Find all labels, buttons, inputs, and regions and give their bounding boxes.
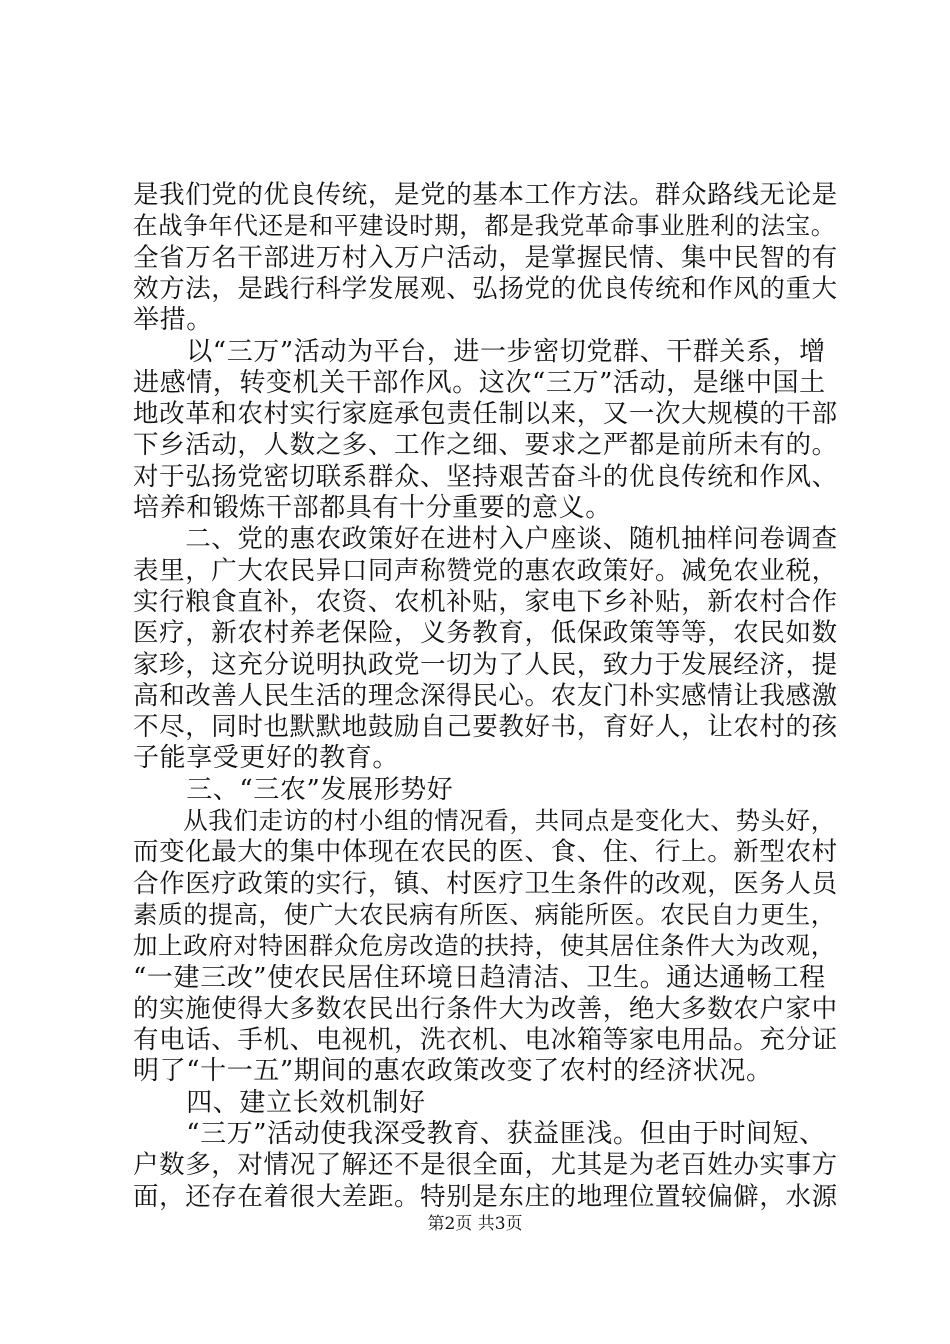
text-line: 合作医疗政策的实行，镇、村医疗卫生条件的改观，医务人员: [133, 868, 838, 899]
text-line: 对于弘扬党密切联系群众、坚持艰苦奋斗的优良传统和作风、: [133, 461, 838, 492]
text-line: 是我们党的优良传统，是党的基本工作方法。群众路线无论是: [133, 180, 838, 210]
text-line: 有电话、手机、电视机，洗衣机、电冰箱等家电用品。充分证: [133, 1025, 838, 1056]
text-line: 明了“十一五”期间的惠农政策改变了农村的经济状况。: [133, 1056, 773, 1087]
text-line: 下乡活动，人数之多、工作之细、要求之严都是前所未有的。: [133, 430, 838, 461]
text-line: 从我们走访的村小组的情况看，共同点是变化大、势头好，: [133, 806, 836, 835]
text-line: 以“三万”活动为平台，进一步密切党群、干群关系，增: [133, 336, 826, 367]
text-line: 高和改善人民生活的理念深得民心。农友门朴实感情让我感激: [133, 680, 838, 711]
text-line: 户数多，对情况了解还不是很全面，尤其是为老百姓办实事方: [133, 1150, 838, 1181]
text-line: 素质的提高，使广大农民病有所医、病能所医。农民自力更生，: [133, 899, 836, 929]
text-line: 全省万名干部进万村入万户活动，是掌握民情、集中民智的有: [133, 242, 838, 273]
text-line: 培养和锻炼干部都具有十分重要的意义。: [133, 493, 612, 523]
text-line: 表里，广大农民异口同声称赞党的惠农政策好。减免农业税，: [133, 555, 838, 586]
text-line: 医疗，新农村养老保险，义务教育，低保政策等等，农民如数: [133, 618, 838, 649]
text-line: 子能享受更好的教育。: [133, 743, 400, 774]
text-line: 地改革和农村实行家庭承包责任制以来，又一次大规模的干部: [133, 399, 838, 430]
text-line: 三、“三农”发展形势好: [133, 774, 454, 805]
text-line: 效方法，是践行科学发展观、弘扬党的优良传统和作风的重大: [133, 273, 838, 304]
text-line: 家珍，这充分说明执政党一切为了人民，致力于发展经济，提: [133, 649, 838, 680]
text-line: 四、建立长效机制好: [133, 1087, 426, 1118]
text-line: “三万”活动使我深受教育、获益匪浅。但由于时间短、: [133, 1119, 826, 1149]
text-line: 在战争年代还是和平建设时期，都是我党革命事业胜利的法宝。: [133, 211, 836, 241]
text-line: 实行粮食直补，农资、农机补贴，家电下乡补贴，新农村合作: [133, 586, 838, 617]
text-line: 加上政府对特困群众危房改造的扶持，使其居住条件大为改观，: [133, 931, 836, 961]
text-line: 而变化最大的集中体现在农民的医、食、住、行上。新型农村: [133, 837, 838, 868]
text-line: 进感情，转变机关干部作风。这次“三万”活动，是继中国土: [133, 367, 826, 398]
text-line: 举措。: [133, 305, 213, 336]
text-line: 二、党的惠农政策好在进村入户座谈、随机抽样问卷调查: [133, 524, 838, 555]
page-footer: 第2页 共3页: [427, 1214, 523, 1234]
text-line: “一建三改”使农民居住环境日趋清洁、卫生。通达通畅工程: [133, 962, 826, 993]
text-line: 的实施使得大多数农民出行条件大为改善，绝大多数农户家中: [133, 993, 838, 1024]
text-line: 不尽，同时也默默地鼓励自己要教好书，育好人，让农村的孩: [133, 712, 838, 743]
text-line: 面，还存在着很大差距。特别是东庄的地理位置较偏僻，水源: [133, 1181, 838, 1212]
